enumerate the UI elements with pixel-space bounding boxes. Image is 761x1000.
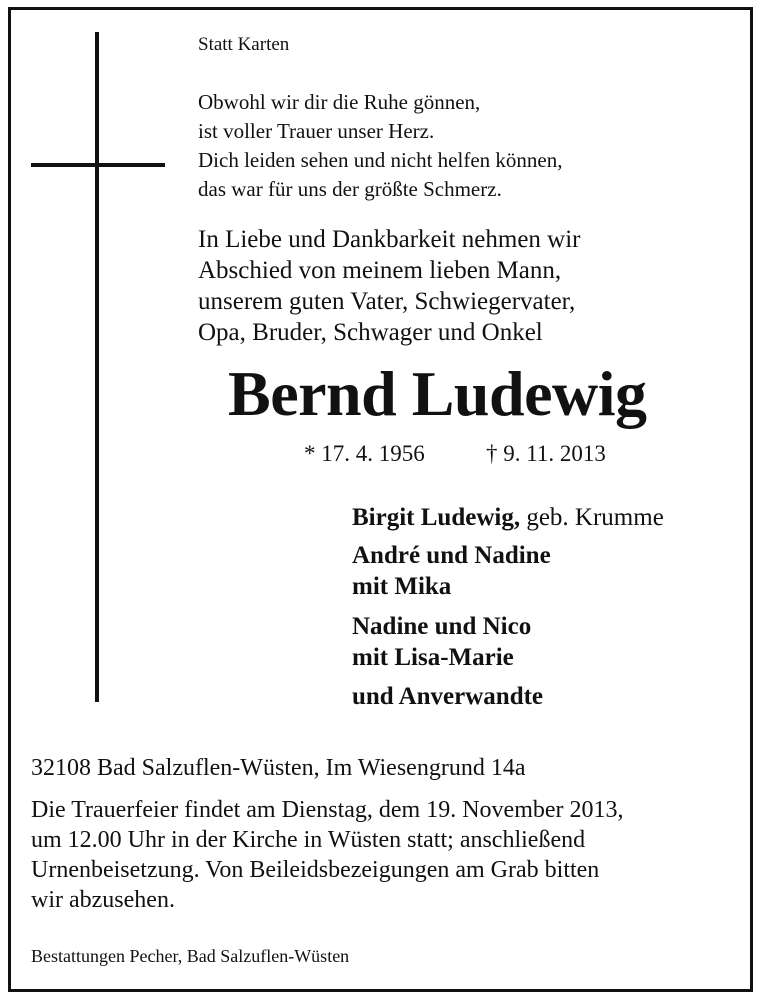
intro-line: Abschied von meinem lieben Mann, (198, 257, 562, 284)
mourner-family-2-child (352, 642, 514, 673)
funeral-line: Die Trauerfeier findet am Dienstag, dem 19. November 2013, (31, 797, 624, 823)
undertaker: Bestattungen Pecher, Bad Salzuflen-Wüsten (31, 946, 350, 966)
intro-line: Opa, Bruder, Schwager und Onkel (198, 319, 543, 346)
spouse-name: Birgit Ludewig, (352, 504, 521, 531)
funeral-line: um 12.00 Uhr in der Kirche in Wüsten statt; anschließend (31, 827, 586, 853)
deceased-name: Bernd Ludewig (228, 358, 647, 429)
funeral-line: wir abzusehen. (31, 887, 175, 913)
mourner-family-1-child (352, 571, 451, 602)
death-date: † 9. 11. 2013 (486, 441, 606, 466)
relatives-line: und Anverwandte (352, 683, 544, 710)
family-2-line: Nadine und Nico (352, 613, 532, 640)
address: 32108 Bad Salzuflen-Wüsten, Im Wiesengrund 14a (31, 755, 526, 781)
poem-line: ist voller Trauer unser Herz. (198, 119, 435, 143)
cross-horizontal-bar (31, 163, 165, 167)
cross-vertical-bar (95, 32, 99, 702)
poem (198, 88, 562, 204)
family-1-line: André und Nadine (352, 542, 551, 569)
mourner-family-2 (352, 611, 531, 642)
funeral-notice (31, 795, 624, 915)
mourner-spouse (352, 502, 664, 533)
spouse-maiden-name: geb. Krumme (526, 504, 664, 531)
poem-line: das war für uns der größte Schmerz. (198, 177, 502, 201)
intro-text (198, 224, 581, 348)
family-2-child-line: mit Lisa-Marie (352, 644, 514, 671)
family-1-child-line: mit Mika (352, 573, 452, 600)
poem-line: Dich leiden sehen und nicht helfen können, (198, 148, 563, 172)
intro-line: In Liebe und Dankbarkeit nehmen wir (198, 226, 581, 253)
poem-line: Obwohl wir dir die Ruhe gönnen, (198, 90, 481, 114)
statt-karten-note: Statt Karten (198, 34, 290, 55)
funeral-line: Urnenbeisetzung. Von Beileidsbezeigungen am Grab bitten (31, 857, 600, 883)
mourner-family-1 (352, 540, 551, 571)
intro-line: unserem guten Vater, Schwiegervater, (198, 288, 576, 315)
birth-date: * 17. 4. 1956 (304, 441, 425, 466)
mourner-relatives (352, 681, 543, 712)
